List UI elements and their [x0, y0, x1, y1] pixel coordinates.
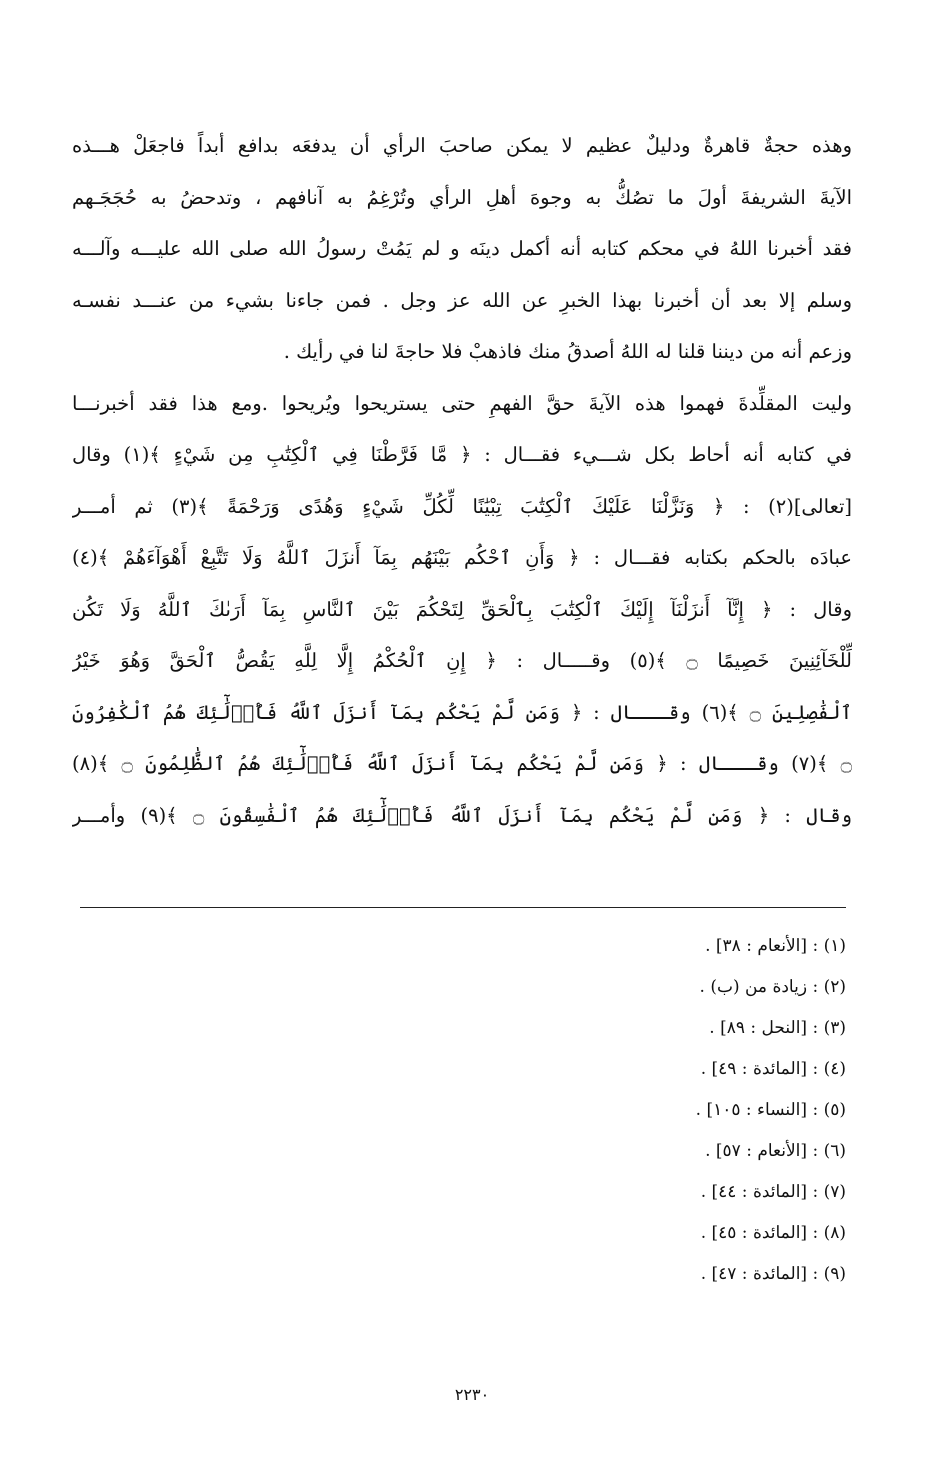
page-number: ٢٢٣٠ — [454, 1385, 490, 1404]
text-line: وسلم إلا بعد أن أخبرنا بهذا الخبرِ عن الله عز وجل . فمن جاءنا بشيء من عنـــد نفسـه — [72, 288, 852, 312]
text-line: فقد أخبرنا اللهُ في محكم كتابه أنه أكمل دينَه و لم يَمُتْ رسولُ الله صلى الله عليـــه وآلـــه — [72, 237, 852, 260]
text-line: عبادَه بالحكم بكتابه فقـــال : ﴿ وَأَنِ ٱحْكُم بَيْنَهُم بِمَآ أَنزَلَ ٱللَّهُ وَلَا تَتَّبِعْ أَهْوَآءَهُمْ ﴾(٤) — [72, 546, 852, 569]
text-line: وليت المقلِّدةَ فهموا هذه الآيةَ حقَّ الفهمِ حتى يستريحوا ويُريحوا .ومع هذا فقد أخبرنـــا — [72, 391, 852, 415]
text-line: في كتابه أنه أحاط بكل شـــيء فقـــال : ﴿ مَّا فَرَّطْنَا فِي ٱلْكِتَٰبِ مِن شَيْءٍ ﴾(١) وقال — [72, 443, 852, 466]
text-line: ۝ ﴾(٧) وقـــال : ﴿ وَمَن لَّمْ يَحْكُم بِمَآ أَنزَلَ ٱللَّهُ فَأُو۟لَٰٓئِكَ هُمُ ٱلظَّٰلِمُونَ ۝ ﴾(٨) — [72, 752, 852, 775]
footnote-item: (٢) : زيادة من (ب) . — [699, 977, 846, 997]
text-line: لِّلْخَآئِنِينَ خَصِيمًا ۝ ﴾(٥) وقـــــال : ﴿ إِنِ ٱلْحُكْمُ إِلَّا لِلَّهِ يَقُصُّ ٱلْحَقَّ وَهُوَ خَيْرُ — [72, 649, 852, 672]
footnote-divider — [80, 907, 846, 908]
text-line: وهذه حجةٌ قاهرةٌ ودليلٌ عظيم لا يمكن صاحبَ الرأي أن يدفعَه بدافع أبداً فاجعَلْ هـــذه — [72, 134, 852, 157]
text-line: وزعم أنه من ديننا قلنا له اللهُ أصدقُ منك فاذهبْ فلا حاجةَ لنا في رأيك . — [283, 340, 852, 363]
footnote-item: (١) : [الأنعام : ٣٨] . — [705, 936, 846, 956]
footnote-item: (٥) : [النساء : ١٠٥] . — [695, 1100, 846, 1120]
text-line: [تعالى](٢) : ﴿ وَنَزَّلْنَا عَلَيْكَ ٱلْكِتَٰبَ تِبْيَٰنًا لِّكُلِّ شَيْءٍ وَهُدًى وَرَحْمَةً ﴾(٣) ثم أمـــر — [72, 494, 852, 518]
footnote-item: (٤) : [المائدة : ٤٩] . — [700, 1059, 846, 1079]
footnotes-list — [446, 926, 846, 1295]
footnote-item: (٦) : [الأنعام : ٥٧] . — [705, 1141, 846, 1161]
text-line: وقال : ﴿ وَمَن لَّمْ يَحْكُم بِمَآ أَنزَلَ ٱللَّهُ فَأُو۟لَٰٓئِكَ هُمُ ٱلْفَٰسِقُونَ ۝ ﴾(٩) وأمـــر — [72, 803, 852, 827]
footnote-item: (٣) : [النحل : ٨٩] . — [709, 1018, 846, 1038]
footnote-item: (٩) : [المائدة : ٤٧] . — [700, 1264, 846, 1284]
text-line: الآيةَ الشريفةَ أولَ ما تصُكُّ به وجوهَ أهلِ الرأي وتُرْغِمُ به آنافهم ، وتدحضُ به حُجَجَـهم — [72, 185, 852, 209]
footnote-item: (٧) : [المائدة : ٤٤] . — [700, 1182, 846, 1202]
footnote-item: (٨) : [المائدة : ٤٥] . — [700, 1223, 846, 1243]
text-line: ٱلْفَٰصِلِينَ ۝ ﴾(٦) وقـــال : ﴿ وَمَن لَّمْ يَحْكُم بِمَآ أَنزَلَ ٱللَّهُ فَأُو۟لَٰٓئِكَ هُمُ ٱلْكَٰفِرُونَ — [72, 700, 852, 724]
text-line: وقال : ﴿ إِنَّآ أَنزَلْنَآ إِلَيْكَ ٱلْكِتَٰبَ بِٱلْحَقِّ لِتَحْكُمَ بَيْنَ ٱلنَّاسِ بِمَآ أَرَىٰكَ ٱللَّهُ وَلَا تَكُن — [72, 597, 852, 621]
main-text-block — [72, 120, 852, 841]
